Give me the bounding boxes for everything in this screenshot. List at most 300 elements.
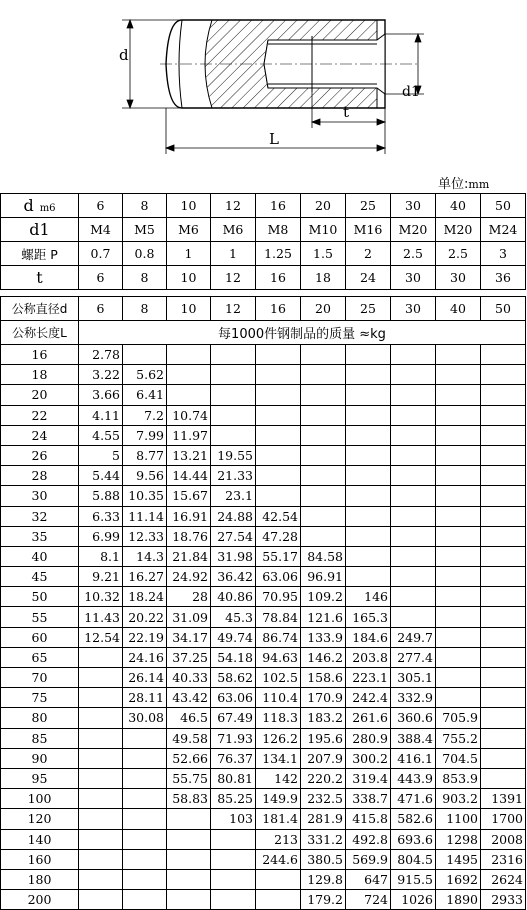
spec-value: 50	[481, 194, 526, 218]
weight-value: 582.6	[391, 809, 436, 829]
weight-value	[123, 890, 167, 910]
weight-value: 6.99	[79, 526, 123, 546]
weight-value	[211, 849, 256, 869]
weight-value: 11.14	[123, 506, 167, 526]
table-row	[1, 728, 526, 748]
weight-value	[167, 849, 211, 869]
spec-value: 36	[481, 266, 526, 290]
weight-value: 1100	[436, 809, 481, 829]
weight-value: 149.9	[256, 789, 301, 809]
length-value: 26	[1, 445, 79, 465]
weight-value	[391, 607, 436, 627]
weight-value: 109.2	[301, 587, 346, 607]
weight-value: 146.2	[301, 647, 346, 667]
weight-value: 195.6	[301, 728, 346, 748]
weight-value	[481, 546, 526, 566]
weight-value	[346, 405, 391, 425]
weight-value: 388.4	[391, 728, 436, 748]
table-row	[1, 647, 526, 667]
spec-value: 12	[211, 266, 256, 290]
weight-value	[481, 486, 526, 506]
weight-value	[79, 829, 123, 849]
weight-value	[79, 647, 123, 667]
weight-value: 55.75	[167, 768, 211, 788]
weight-value: 3.66	[79, 385, 123, 405]
diameter-value: 50	[481, 297, 526, 321]
weight-value	[481, 345, 526, 365]
table-row	[1, 385, 526, 405]
weight-value	[123, 768, 167, 788]
weight-value	[391, 526, 436, 546]
spec-value: M6	[167, 218, 211, 242]
weight-value	[256, 466, 301, 486]
diameter-value: 8	[123, 297, 167, 321]
table-row	[1, 567, 526, 587]
weight-value: 280.9	[346, 728, 391, 748]
weight-value	[481, 506, 526, 526]
weight-value: 49.58	[167, 728, 211, 748]
weight-value	[79, 789, 123, 809]
weight-value	[211, 385, 256, 405]
weight-value: 7.2	[123, 405, 167, 425]
length-value: 20	[1, 385, 79, 405]
weight-value	[436, 466, 481, 486]
weight-value	[79, 869, 123, 889]
weight-value: 2624	[481, 869, 526, 889]
weight-value: 18.24	[123, 587, 167, 607]
spec-label-sub: m6	[39, 203, 56, 214]
table-row	[1, 526, 526, 546]
length-value: 50	[1, 587, 79, 607]
weight-value	[211, 869, 256, 889]
weight-value	[436, 567, 481, 587]
weight-value	[346, 546, 391, 566]
spec-row	[1, 218, 526, 242]
weight-body	[1, 297, 526, 910]
weight-value: 10.35	[123, 486, 167, 506]
weight-value	[481, 748, 526, 768]
weight-value	[301, 466, 346, 486]
weight-value: 179.2	[301, 890, 346, 910]
spec-value: M5	[123, 218, 167, 242]
weight-value	[79, 849, 123, 869]
weight-value: 647	[346, 869, 391, 889]
spec-value: M6	[211, 218, 256, 242]
weight-value: 21.84	[167, 546, 211, 566]
spec-value: 40	[436, 194, 481, 218]
weight-value: 31.09	[167, 607, 211, 627]
table-row	[1, 809, 526, 829]
spec-row-label	[1, 266, 79, 290]
spec-label-text: t	[36, 268, 43, 287]
weight-value: 4.11	[79, 405, 123, 425]
weight-value: 223.1	[346, 668, 391, 688]
length-value: 18	[1, 365, 79, 385]
weight-value	[391, 546, 436, 566]
weight-value: 67.49	[211, 708, 256, 728]
weight-value	[346, 365, 391, 385]
weight-value: 1890	[436, 890, 481, 910]
weight-value: 47.28	[256, 526, 301, 546]
table-row	[1, 466, 526, 486]
weight-value: 55.17	[256, 546, 301, 566]
weight-value: 94.63	[256, 647, 301, 667]
weight-value: 134.1	[256, 748, 301, 768]
weight-value	[123, 345, 167, 365]
weight-value: 9.56	[123, 466, 167, 486]
spec-value: M10	[301, 218, 346, 242]
spec-value: 25	[346, 194, 391, 218]
spec-value: 1.25	[256, 242, 301, 266]
weight-value	[167, 829, 211, 849]
weight-value: 54.18	[211, 647, 256, 667]
length-value: 140	[1, 829, 79, 849]
weight-value	[436, 365, 481, 385]
weight-value: 28	[167, 587, 211, 607]
weight-value	[346, 526, 391, 546]
length-value: 160	[1, 849, 79, 869]
weight-value: 1391	[481, 789, 526, 809]
weight-value	[123, 809, 167, 829]
weight-value: 126.2	[256, 728, 301, 748]
weight-value	[481, 627, 526, 647]
weight-value: 183.2	[301, 708, 346, 728]
length-value: 85	[1, 728, 79, 748]
weight-value	[391, 385, 436, 405]
weight-value	[346, 345, 391, 365]
spec-label-text: 螺距 P	[21, 246, 58, 262]
length-value: 180	[1, 869, 79, 889]
weight-value	[436, 647, 481, 667]
weight-value: 207.9	[301, 748, 346, 768]
weight-value: 146	[346, 587, 391, 607]
diameter-value: 25	[346, 297, 391, 321]
weight-value: 705.9	[436, 708, 481, 728]
weight-value	[256, 445, 301, 465]
weight-value: 12.54	[79, 627, 123, 647]
weight-value: 34.17	[167, 627, 211, 647]
weight-value: 281.9	[301, 809, 346, 829]
spec-value: 10	[167, 194, 211, 218]
weight-value: 1298	[436, 829, 481, 849]
weight-value: 19.55	[211, 445, 256, 465]
spec-value: 2.5	[391, 242, 436, 266]
weight-value	[301, 345, 346, 365]
weight-value: 142	[256, 768, 301, 788]
weight-value	[391, 486, 436, 506]
weight-value	[301, 486, 346, 506]
weight-value	[481, 607, 526, 627]
spec-value: 18	[301, 266, 346, 290]
length-value: 22	[1, 405, 79, 425]
weight-value	[436, 425, 481, 445]
weight-value	[79, 768, 123, 788]
table-row	[1, 668, 526, 688]
weight-value	[123, 728, 167, 748]
spec-value: 2	[346, 242, 391, 266]
weight-value	[346, 506, 391, 526]
table-row	[1, 345, 526, 365]
weight-value	[436, 385, 481, 405]
weight-value: 133.9	[301, 627, 346, 647]
weight-value	[481, 728, 526, 748]
spec-value: 8	[123, 194, 167, 218]
weight-value: 52.66	[167, 748, 211, 768]
spec-value: 6	[79, 266, 123, 290]
weight-value	[481, 688, 526, 708]
weight-value: 5.88	[79, 486, 123, 506]
weight-value: 2933	[481, 890, 526, 910]
weight-value	[436, 486, 481, 506]
weight-value	[123, 869, 167, 889]
table-row	[1, 486, 526, 506]
weight-value	[346, 466, 391, 486]
weight-value	[346, 445, 391, 465]
weight-value: 45.3	[211, 607, 256, 627]
weight-value: 471.6	[391, 789, 436, 809]
weight-value	[256, 405, 301, 425]
weight-value: 22.19	[123, 627, 167, 647]
weight-value: 360.6	[391, 708, 436, 728]
table-row	[1, 849, 526, 869]
weight-value: 5.62	[123, 365, 167, 385]
spec-value: M24	[481, 218, 526, 242]
length-value: 28	[1, 466, 79, 486]
spec-value: 16	[256, 194, 301, 218]
table-row	[1, 829, 526, 849]
weight-value	[167, 890, 211, 910]
weight-value: 16.91	[167, 506, 211, 526]
table-row	[1, 869, 526, 889]
weight-value: 26.14	[123, 668, 167, 688]
weight-value: 305.1	[391, 668, 436, 688]
weight-value: 9.21	[79, 567, 123, 587]
weight-value	[167, 385, 211, 405]
spec-value: M4	[79, 218, 123, 242]
weight-value: 24.88	[211, 506, 256, 526]
unit-value: mm	[468, 178, 490, 191]
spec-value: 6	[79, 194, 123, 218]
weight-value: 102.5	[256, 668, 301, 688]
weight-value: 492.8	[346, 829, 391, 849]
weight-value	[481, 466, 526, 486]
weight-value	[436, 445, 481, 465]
weight-value	[481, 708, 526, 728]
spec-value: 0.8	[123, 242, 167, 266]
weight-value: 27.54	[211, 526, 256, 546]
spec-value: 1.5	[301, 242, 346, 266]
length-value: 100	[1, 789, 79, 809]
weight-value: 1700	[481, 809, 526, 829]
weight-value	[436, 506, 481, 526]
spec-value: M8	[256, 218, 301, 242]
table-row	[1, 708, 526, 728]
weight-value: 1692	[436, 869, 481, 889]
weight-value	[79, 809, 123, 829]
spec-value: 2.5	[436, 242, 481, 266]
length-value: 24	[1, 425, 79, 445]
spec-value: M20	[436, 218, 481, 242]
table-row	[1, 587, 526, 607]
weight-value: 118.3	[256, 708, 301, 728]
weight-value: 86.74	[256, 627, 301, 647]
dim-d1-label: d1	[402, 84, 420, 100]
weight-value: 14.44	[167, 466, 211, 486]
weight-value: 338.7	[346, 789, 391, 809]
spec-label-text: d	[23, 196, 34, 215]
weight-value: 2008	[481, 829, 526, 849]
spec-value: 3	[481, 242, 526, 266]
table-row	[1, 768, 526, 788]
weight-value	[167, 345, 211, 365]
table-row	[1, 789, 526, 809]
weight-value: 220.2	[301, 768, 346, 788]
spec-row	[1, 194, 526, 218]
weight-value: 36.42	[211, 567, 256, 587]
weight-value	[481, 365, 526, 385]
weight-value: 158.6	[301, 668, 346, 688]
weight-value	[346, 486, 391, 506]
spacer-cell	[1, 290, 526, 297]
weight-value	[436, 526, 481, 546]
spec-row-label	[1, 242, 79, 266]
table-row	[1, 365, 526, 385]
weight-value	[436, 668, 481, 688]
weight-value	[123, 849, 167, 869]
weight-value	[436, 546, 481, 566]
weight-value	[301, 445, 346, 465]
pin-drawing	[0, 0, 527, 172]
weight-value	[301, 425, 346, 445]
weight-value	[167, 365, 211, 385]
weight-value	[256, 486, 301, 506]
length-value: 30	[1, 486, 79, 506]
spec-row	[1, 266, 526, 290]
weight-value	[123, 789, 167, 809]
weight-value: 232.5	[301, 789, 346, 809]
weight-value: 4.55	[79, 425, 123, 445]
weight-value: 11.43	[79, 607, 123, 627]
length-value: 95	[1, 768, 79, 788]
length-value: 200	[1, 890, 79, 910]
weight-value: 8.1	[79, 546, 123, 566]
weight-value: 43.42	[167, 688, 211, 708]
spec-value: 12	[211, 194, 256, 218]
weight-value	[79, 668, 123, 688]
length-value: 35	[1, 526, 79, 546]
unit-label	[438, 173, 489, 192]
weight-value: 63.06	[211, 688, 256, 708]
spec-value: 30	[436, 266, 481, 290]
weight-value: 6.41	[123, 385, 167, 405]
weight-value: 40.33	[167, 668, 211, 688]
weight-value: 40.86	[211, 587, 256, 607]
weight-value	[391, 506, 436, 526]
weight-value: 5	[79, 445, 123, 465]
weight-value	[167, 809, 211, 829]
diameter-label: 公称直径d	[1, 297, 79, 321]
weight-value	[481, 445, 526, 465]
weight-value: 110.4	[256, 688, 301, 708]
weight-value: 15.67	[167, 486, 211, 506]
length-value: 75	[1, 688, 79, 708]
table-row	[1, 405, 526, 425]
weight-value: 31.98	[211, 546, 256, 566]
spec-row-label	[1, 194, 79, 218]
weight-value: 76.37	[211, 748, 256, 768]
weight-value: 37.25	[167, 647, 211, 667]
weight-value: 261.6	[346, 708, 391, 728]
weight-value: 24.16	[123, 647, 167, 667]
weight-value: 5.44	[79, 466, 123, 486]
weight-value: 20.22	[123, 607, 167, 627]
weight-value: 24.92	[167, 567, 211, 587]
weight-value	[436, 607, 481, 627]
weight-value: 129.8	[301, 869, 346, 889]
length-value: 120	[1, 809, 79, 829]
weight-value: 18.76	[167, 526, 211, 546]
weight-value: 85.25	[211, 789, 256, 809]
weight-value: 6.33	[79, 506, 123, 526]
spec-value: M16	[346, 218, 391, 242]
weight-value	[79, 890, 123, 910]
weight-value: 443.9	[391, 768, 436, 788]
weight-value: 569.9	[346, 849, 391, 869]
weight-value: 903.2	[436, 789, 481, 809]
weight-table	[0, 193, 526, 910]
weight-value	[256, 365, 301, 385]
spec-value: 20	[301, 194, 346, 218]
weight-value	[436, 627, 481, 647]
spec-value: 30	[391, 194, 436, 218]
length-value: 32	[1, 506, 79, 526]
spec-header	[1, 194, 526, 297]
weight-value: 693.6	[391, 829, 436, 849]
table-row	[1, 445, 526, 465]
spec-value: 8	[123, 266, 167, 290]
weight-value	[301, 405, 346, 425]
weight-value: 11.97	[167, 425, 211, 445]
diameter-value: 16	[256, 297, 301, 321]
weight-value: 70.95	[256, 587, 301, 607]
weight-value	[256, 345, 301, 365]
diameter-row	[1, 297, 526, 321]
table-row	[1, 627, 526, 647]
table-row	[1, 890, 526, 910]
weight-value: 3.22	[79, 365, 123, 385]
spec-value: 1	[167, 242, 211, 266]
weight-caption: 每1000件钢制品的质量 ≈kg	[79, 321, 526, 345]
weight-value	[481, 768, 526, 788]
spacer-row	[1, 290, 526, 297]
weight-value: 244.6	[256, 849, 301, 869]
weight-value: 181.4	[256, 809, 301, 829]
weight-value	[211, 829, 256, 849]
dim-d-label: d	[119, 46, 129, 64]
weight-value: 2.78	[79, 345, 123, 365]
weight-value	[391, 445, 436, 465]
weight-value: 249.7	[391, 627, 436, 647]
weight-value	[123, 829, 167, 849]
spec-value: 10	[167, 266, 211, 290]
weight-value: 380.5	[301, 849, 346, 869]
weight-value: 28.11	[123, 688, 167, 708]
weight-value: 213	[256, 829, 301, 849]
spec-value: M20	[391, 218, 436, 242]
weight-value: 103	[211, 809, 256, 829]
weight-value: 724	[346, 890, 391, 910]
length-value: 40	[1, 546, 79, 566]
